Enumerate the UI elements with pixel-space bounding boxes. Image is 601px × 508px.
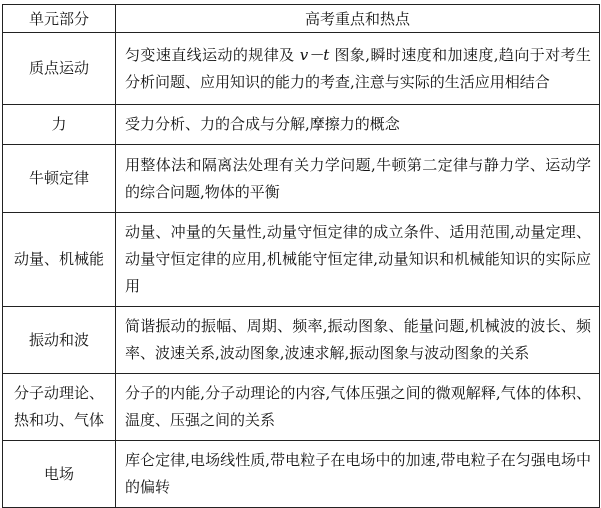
- table-row: [3, 33, 600, 105]
- row-desc: 简谐振动的振幅、周期、频率,振动图象、能量问题,机械波的波长、频率、波速关系,波动图象,波速求解,振动图象与波动图象的关系: [116, 307, 600, 374]
- row-desc: 分子的内能,分子动理论的内容,气体压强之间的微观解释,气体的体积、温度、压强之间的关系: [116, 374, 600, 441]
- row-desc: 受力分析、力的合成与分解,摩擦力的概念: [116, 105, 600, 145]
- row-part: 振动和波: [3, 307, 116, 374]
- row-desc: 动量、冲量的矢量性,动量守恒定律的成立条件、适用范围,动量定理、动量守恒定律的应用,机械能守恒定律,动量知识和机械能知识的实际应用: [116, 213, 600, 307]
- row-part: 动量、机械能: [3, 213, 116, 307]
- row-desc: 用整体法和隔离法处理有关力学问题,牛顿第二定律与静力学、运动学的综合问题,物体的平衡: [116, 145, 600, 213]
- table-row: [3, 441, 600, 508]
- row-part-line1: 分子动理论、: [13, 384, 104, 402]
- table-row: [3, 105, 600, 145]
- header-focus: 高考重点和热点: [116, 5, 600, 33]
- table-row: [3, 374, 600, 441]
- row-desc: [116, 33, 600, 105]
- formula-v-t: v－t: [299, 45, 330, 64]
- table-row: [3, 307, 600, 374]
- row-desc-post: 图象,瞬时速度和加速度,趋向于对考生分析问题、应用知识的能力的考查,注意与实际的生活应用相结合: [125, 45, 591, 91]
- row-part: 牛顿定律: [3, 145, 116, 213]
- exam-focus-table: [2, 4, 600, 508]
- row-desc: 库仑定律,电场线性质,带电粒子在电场中的加速,带电粒子在匀强电场中的偏转: [116, 441, 600, 508]
- row-part: [3, 374, 116, 441]
- table-row: [3, 145, 600, 213]
- row-desc-pre: 匀变速直线运动的规律及: [125, 45, 295, 64]
- header-part: 单元部分: [3, 5, 116, 33]
- table-row: [3, 213, 600, 307]
- row-part: 电场: [3, 441, 116, 508]
- header-row: [3, 5, 600, 33]
- row-part: 力: [3, 105, 116, 145]
- row-part-line2: 热和功、气体: [13, 411, 104, 429]
- row-part: 质点运动: [3, 33, 116, 105]
